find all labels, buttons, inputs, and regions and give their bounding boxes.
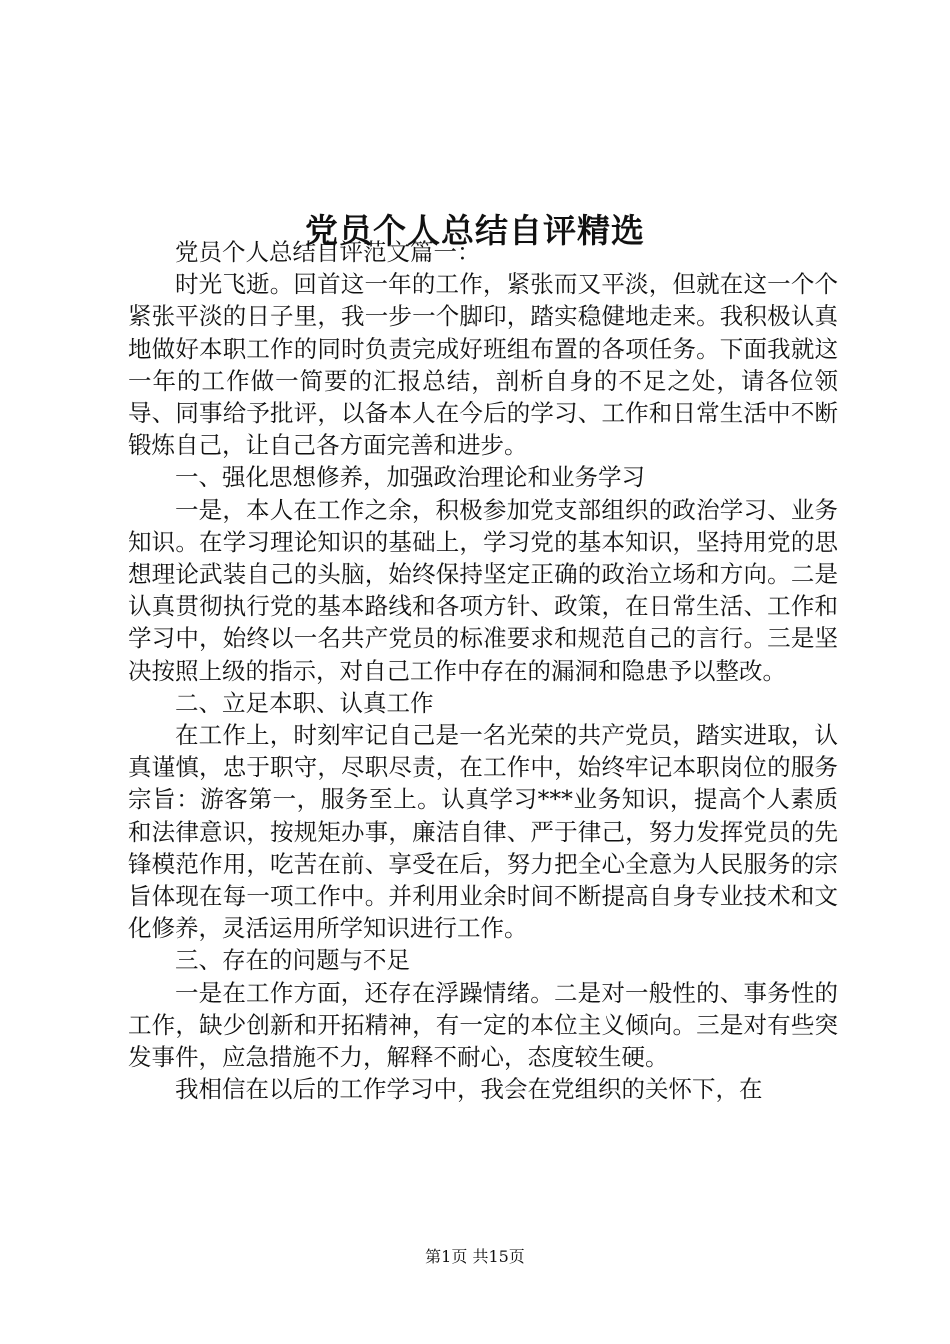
section-heading: 三、存在的问题与不足: [175, 946, 410, 975]
section-heading: 一、强化思想修养，加强政治理论和业务学习: [175, 463, 645, 492]
body-paragraph: 一是，本人在工作之余，积极参加党支部组织的政治学习、业务知识。在学习理论知识的基础上，学习党的基本知识，坚持用党的思想理论武装自己的头脑，始终保持坚定正确的政治立场和方向。二是认真贯彻执行党的基本路线和各项方针、政策，在日常生活、工作和学习中，始终以一名共产党员的标准要求和规范自己的言行。三是坚决按照上级的指示，对自己工作中存在的漏洞和隐患予以整改。: [128, 495, 838, 685]
section-heading: 二、立足本职、认真工作: [175, 688, 434, 717]
document-body: [128, 236, 838, 1105]
document-title: 党员个人总结自评精选: [305, 211, 645, 251]
page-number-footer: 第1页 共15页: [425, 1247, 525, 1266]
body-paragraph: 我相信在以后的工作学习中，我会在党组织的关怀下，在: [175, 1075, 763, 1104]
body-paragraph: 在工作上，时刻牢记自己是一名光荣的共产党员，踏实进取，认真谨慎，忠于职守，尽职尽责，在工作中，始终牢记本职岗位的服务宗旨：游客第一，服务至上。认真学习***业务知识，提高个人素质和法律意识，按规矩办事，廉洁自律、严于律己，努力发挥党员的先锋模范作用，吃苦在前、享受在后，努力把全心全意为人民服务的宗旨体现在每一项工作中。并利用业余时间不断提高自身专业技术和文化修养，灵活运用所学知识进行工作。: [128, 721, 838, 943]
section-intro-heading: 党员个人总结自评范文篇一：: [175, 238, 481, 266]
body-paragraph: 一是在工作方面，还存在浮躁情绪。二是对一般性的、事务性的工作，缺少创新和开拓精神，有一定的本位主义倾向。三是对有些突发事件，应急措施不力，解释不耐心，态度较生硬。: [128, 978, 838, 1072]
body-paragraph: 时光飞逝。回首这一年的工作，紧张而又平淡，但就在这一个个紧张平淡的日子里，我一步一个脚印，踏实稳健地走来。我积极认真地做好本职工作的同时负责完成好班组布置的各项任务。下面我就这一年的工作做一简要的汇报总结，剖析自身的不足之处，请各位领导、同事给予批评，以备本人在今后的学习、工作和日常生活中不断锻炼自己，让自己各方面完善和进步。: [128, 270, 838, 460]
